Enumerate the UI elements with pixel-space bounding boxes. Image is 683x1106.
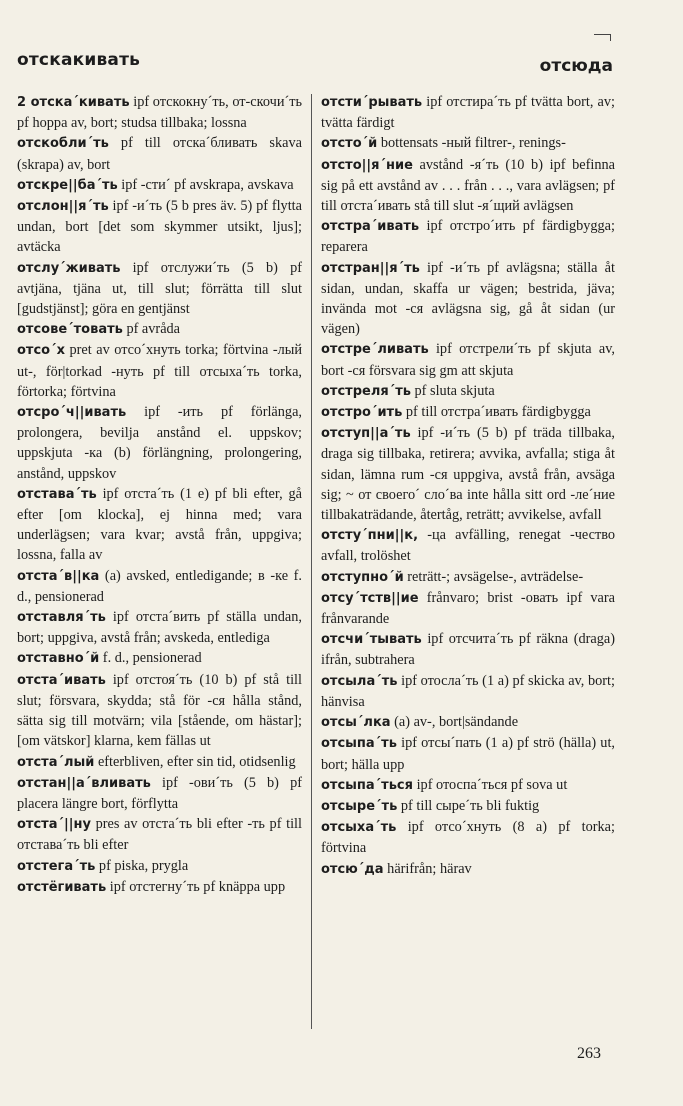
dictionary-entry [17,258,302,320]
entry-definition: pf till сыре´ть bli fuktig [397,797,540,814]
dictionary-entry [321,775,615,796]
entry-definition: härifrån; härav [383,860,472,877]
entry-definition: efterbliven, efter sin tid, otidsenlig [94,753,296,770]
dictionary-entry [321,629,615,670]
entry-headword: отсто||я´ние [321,157,413,173]
dictionary-entry [17,340,302,402]
entry-headword: отслон||я´ть [17,199,109,215]
entry-definition: ipf отсо´хнуть (8 a) pf torka; förtvina [321,819,615,857]
column-divider [311,94,312,1029]
entry-definition: ipf отосла´ть (1 a) pf skicka av, bort; hänvisa [321,672,615,710]
entry-headword: отслу´живать [17,260,121,276]
entry-headword: отста´ивать [17,672,106,688]
entry-definition: pf piska, prygla [95,857,189,874]
dictionary-entry [17,856,302,877]
right-guide-word: отсюда [539,56,613,76]
entry-definition: pf till отстра´ивать färdigbygga [402,404,591,421]
entry-definition: f. d., pensionerad [99,650,202,667]
entry-definition: ipf -и´ть (5 b pres äv. 5) pf flytta undan, bort [det som skymmer utsikt, ljus]; avtäcka [17,198,302,256]
entry-definition: bottensats -ный filtrer-, renings- [377,135,566,152]
entry-definition: ipf отсчита´ть pf räkna (draga) ifrån, subtrahera [321,631,615,669]
entry-headword: отсту´пни||к, [321,528,419,544]
entry-definition: ipf отстира´ть pf tvätta bort, av; tvätta färdigt [321,94,615,132]
entry-definition: pf till отска´бливать skava (skrapa) av, bort [17,135,302,173]
entry-definition: ipf отста´ть (1 e) pf bli efter, gå efter [om klocka], ej hinna med; vara underlägsen; vara kvar; avstå från, uppgiva; lossna, falla av [17,485,302,564]
page-number: 263 [577,1045,601,1062]
dictionary-entry [17,196,302,258]
dictionary-entry [17,607,302,648]
entry-headword: отсти´рывать [321,95,423,110]
entry-headword: отсове´товать [17,322,123,338]
entry-headword: отстан||а´вливать [17,775,151,791]
entry-headword: отстёгивать [17,879,107,895]
entry-headword: отсю´да [321,861,384,877]
entry-definition: pf avråda [122,321,181,338]
entry-headword: отстра´ивать [321,219,420,235]
entry-definition: ipf отоспа´ться pf sova ut [413,776,568,793]
entry-definition: pf sluta skjuta [410,382,495,399]
dictionary-entry [321,423,615,525]
entry-headword: отстре´ливать [321,342,429,358]
dictionary-entry [17,752,302,773]
entry-headword: отступно´й [321,569,404,585]
left-guide-word: отскакивать [17,50,141,70]
dictionary-entry [17,814,302,855]
dictionary-entry [321,258,615,340]
dictionary-entry [321,402,615,423]
entry-definition: ipf -сти´ pf avskrapa, avskava [117,176,294,193]
entry-headword: отскобли´ть [17,136,109,152]
entry-headword: отсу´тств||ие [321,590,419,606]
entry-headword: 2 отска´кивать [17,95,130,110]
dictionary-entry [321,671,615,712]
entry-definition: ipf -и´ть pf avlägsna; ställa åt sidan, undan, skaffa ur vägen; bestrida, jäva; invända mot -ся avlägsna sig, gå åt sidan (ur vägen) [321,259,615,338]
entry-headword: отступ||а´ть [321,426,411,442]
right-column [321,92,615,880]
entry-definition: ipf -ови´ть (5 b) pf placera längre bort, förflytta [17,774,302,812]
dictionary-entry [321,817,615,858]
entry-headword: отскре||ба´ть [17,177,118,193]
dictionary-entry [321,339,615,380]
dictionary-entry [321,381,615,402]
dictionary-entry [17,319,302,340]
entry-headword: отстро´ить [321,405,403,421]
entry-definition: avstånd -я´ть (10 b) ipf befinna sig på ett avstånd av . . . från . . ., vara avlägsen; pf till отста´ивать stå till slut -я´щий avlägsen [321,156,615,215]
entry-definition: ipf отскокну´ть, от-скочи´ть pf hoppa av, bort; studsa tillbaka; lossna [17,94,303,132]
entry-definition: ipf отслужи´ть (5 b) pf avtjäna, tjäna ut, till slut; förrätta till slut [gudstjänst]; göra en gentjänst [17,259,302,318]
entry-definition: reträtt-; avsägelse-, avträdelse- [403,568,584,585]
entry-headword: отстран||я´ть [321,260,420,276]
entry-definition: ipf отсы´пать (1 a) pf strö (hälla) ut, bort; hälla upp [321,735,615,773]
entry-definition: ipf -и´ть (5 b) pf träda tillbaka, draga sig tillbaka, retirera; avvika, avfalla; stiga åt sidan, lämna rum -ся uppgiva, avstå från, avsäga sig; ~ от своего´ сло´ва inte hålla sitt ord -ле´ние tillbakaträdande, återtåg, reträtt; avvikelse, avfall [321,425,615,524]
dictionary-entry [17,402,302,484]
entry-headword: отста´в||ка [17,568,100,584]
entry-headword: отсы´лка [321,715,391,731]
entry-definition: pres av отста´ть bli efter -ть pf till отстава´ть bli efter [17,816,302,854]
dictionary-entry [17,133,302,174]
entry-definition: ipf отстоя´ть (10 b) pf stå till slut; försvara, skydda; stå för -ся hålla stånd, sätta sig till motvärn; vila [stående, om hästar]; [om vätskor] klarna, kem fällas ut [17,671,302,750]
entry-headword: отсо´х [17,343,65,359]
dictionary-entry [321,567,615,588]
entry-headword: отсчи´тывать [321,632,422,648]
entry-definition: (a) avsked, entledigande; в -ке f. d., pensionerad [17,567,302,605]
entry-headword: отстреля´ть [321,383,411,399]
entry-headword: отсыпа´ться [321,777,413,793]
dictionary-entry [17,566,302,607]
dictionary-entry [17,877,302,898]
entry-headword: отста´лый [17,754,95,770]
entry-definition: ipf отстро´ить pf färdigbygga; reparera [321,218,615,256]
entry-definition: (a) av-, bort|sändande [390,714,519,731]
dictionary-entry [321,712,615,733]
entry-headword: отстава´ть [17,486,97,502]
dictionary-entry [321,796,615,817]
entry-headword: отста´||ну [17,817,91,833]
entry-definition: ipf отстрели´ть pf skjuta av, bort -ся försvara sig gm att skjuta [321,341,615,379]
dictionary-entry [321,859,615,880]
dictionary-entry [17,648,302,669]
entry-headword: отсыла´ть [321,673,398,689]
entry-definition: pret av отсо´хнуть torka; förtvina -лый ut-, för|torkad -нуть pf till отсыха´ть torka, förtorka; förtvina [17,342,302,400]
dictionary-entry [321,733,615,774]
corner-crop-mark [594,34,611,41]
dictionary-entry [321,155,615,217]
dictionary-entry [17,670,302,752]
entry-headword: отсыпа´ть [321,736,397,752]
entry-definition: ipf отста´вить pf ställa undan, bort; uppgiva, avstå från; avskeda, entlediga [17,609,302,647]
entry-definition: ipf -ить pf förlänga, prolongera, bevilja anstånd el. uppskov; uppskjuta -ка (b) förlängning, prolongering, anstånd, uppskov [17,404,302,482]
entry-definition: frånvaro; brist -овать ipf vara frånvarande [321,589,615,628]
entry-headword: отсро´ч||ивать [17,405,127,421]
left-column [17,92,302,898]
dictionary-entry [17,92,302,133]
dictionary-entry [17,175,302,196]
entry-headword: отсыре´ть [321,798,398,814]
entry-headword: отставля´ть [17,610,106,626]
dictionary-entry [321,588,615,629]
entry-headword: отсыха´ть [321,820,397,836]
entry-headword: отставно´й [17,651,100,667]
entry-definition: ipf отстегну´ть pf knäppa upp [106,878,286,895]
dictionary-entry [321,92,615,133]
dictionary-entry [17,484,302,566]
dictionary-entry [321,133,615,154]
entry-definition: -ца avfälling, renegat -чество avfall, trolöshet [321,527,615,565]
dictionary-entry [321,525,615,566]
entry-headword: отсто´й [321,136,378,152]
dictionary-entry [321,216,615,257]
dictionary-entry [17,773,302,814]
entry-headword: отстега´ть [17,858,96,874]
